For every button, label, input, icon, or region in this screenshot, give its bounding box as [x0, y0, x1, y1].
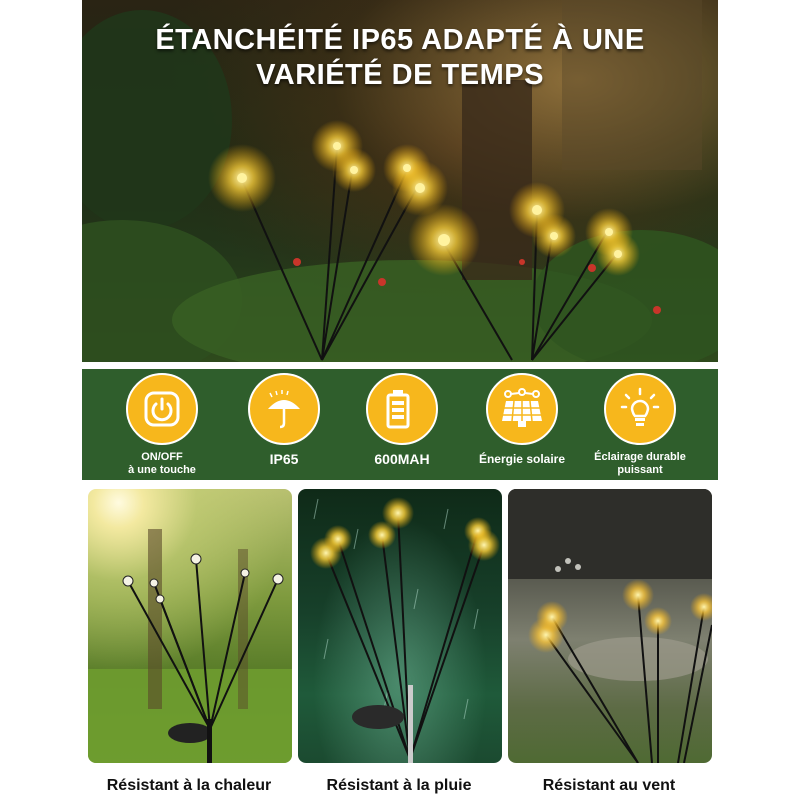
- umbrella-icon: [248, 373, 320, 445]
- feature-label-battery: 600MAH: [374, 451, 430, 467]
- power-icon: [126, 373, 198, 445]
- photo-rain-resistant: [298, 489, 502, 763]
- hero-image: [82, 0, 718, 362]
- hero-title-line-2: VARIÉTÉ DE TEMPS: [256, 59, 544, 91]
- feature-band: [82, 369, 718, 480]
- hero-title-line-1: ÉTANCHÉITÉ IP65 ADAPTÉ À UNE: [155, 24, 645, 56]
- photo-heat-resistant: [88, 489, 292, 763]
- feature-lighting: [585, 373, 695, 477]
- caption-rain: Résistant à la pluie: [326, 777, 472, 794]
- feature-on-off: [107, 373, 217, 477]
- feature-label-solar: Énergie solaire: [478, 452, 566, 466]
- photo-wind-resistant: [508, 489, 712, 763]
- feature-label-ip65: IP65: [269, 451, 299, 467]
- battery-icon: [366, 373, 438, 445]
- feature-label-lighting: Éclairage durable puissant: [594, 451, 686, 476]
- feature-solar: [467, 373, 577, 466]
- feature-label-on-off: ON/OFF à une touche: [128, 451, 196, 476]
- feature-battery: [347, 373, 457, 466]
- solar-panel-icon: [486, 373, 558, 445]
- feature-ip65: [229, 373, 339, 466]
- light-bulb-icon: [604, 373, 676, 445]
- caption-wind: Résistant au vent: [542, 777, 676, 794]
- caption-heat: Résistant à la chaleur: [106, 777, 272, 794]
